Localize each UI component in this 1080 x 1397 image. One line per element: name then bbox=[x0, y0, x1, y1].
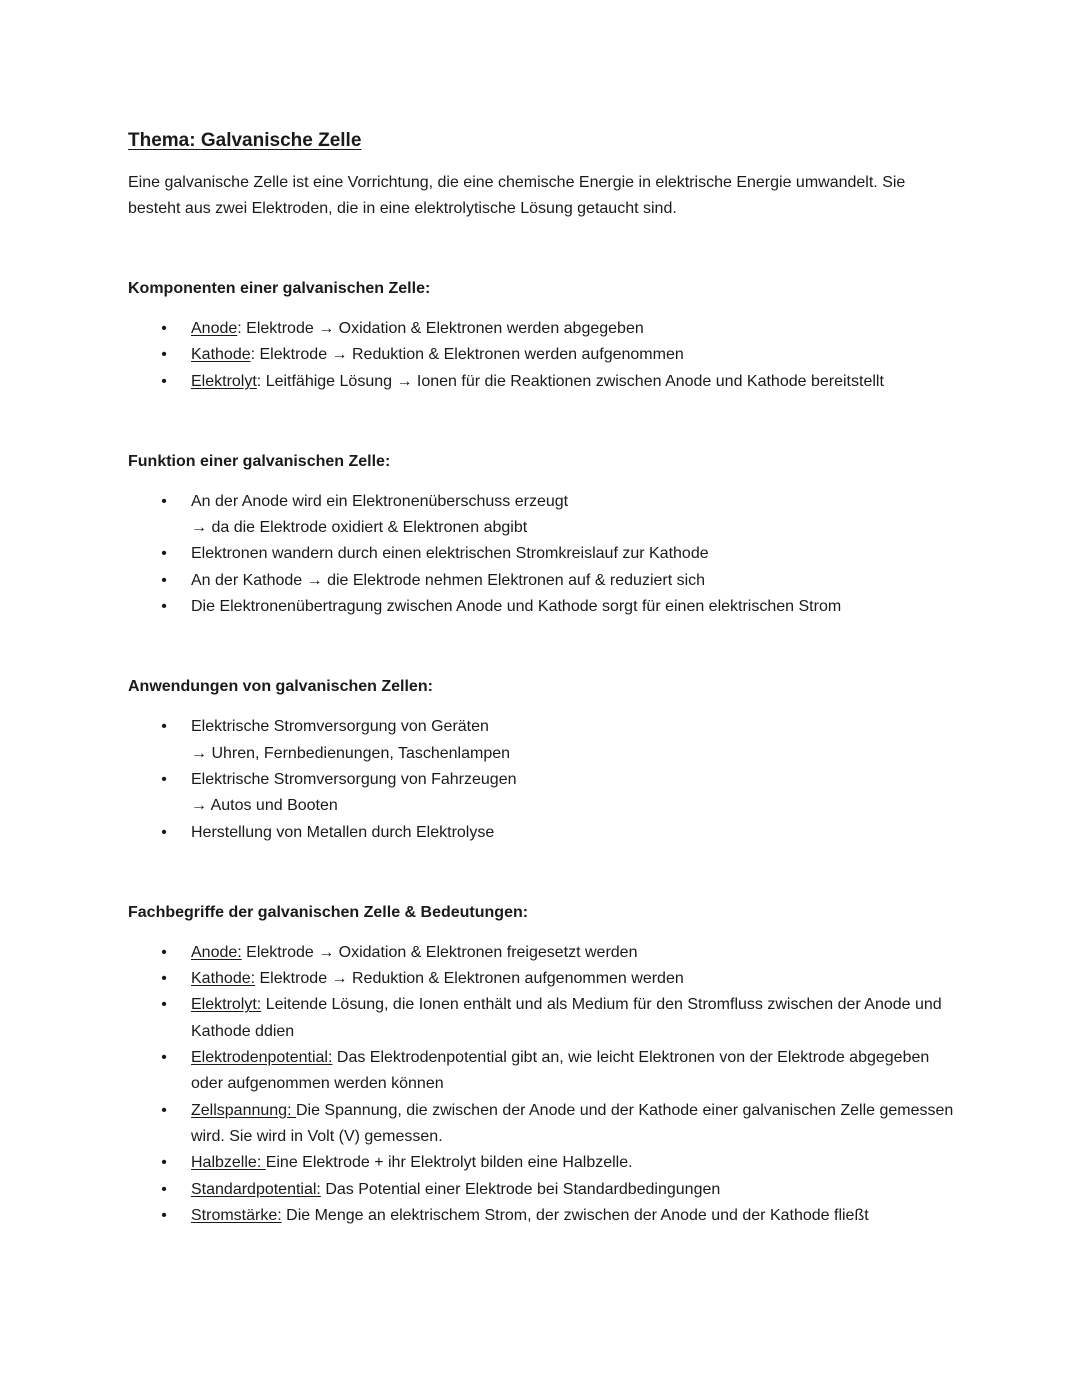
list-item bbox=[128, 1177, 958, 1203]
bullet-icon: • bbox=[161, 492, 167, 510]
list-item bbox=[128, 714, 958, 767]
terms-list bbox=[128, 940, 958, 1229]
bullet-icon: • bbox=[161, 320, 167, 337]
term-label: Anode: bbox=[191, 943, 242, 961]
list-item bbox=[128, 594, 958, 620]
item-subline: → Uhren, Fernbedienungen, Taschenlampen bbox=[191, 744, 511, 762]
term-label: Standardpotential: bbox=[191, 1180, 321, 1198]
list-item bbox=[128, 541, 958, 567]
intro-paragraph: Eine galvanische Zelle ist eine Vorrichtung, die eine chemische Energie in elektrische Energie umwandelt. Sie besteht aus zwei Elektroden, die in eine elektrolytische Lösung getaucht sind. bbox=[128, 174, 906, 217]
item-subline: → da die Elektrode oxidiert & Elektronen abgibt bbox=[191, 519, 528, 537]
document-page bbox=[128, 128, 958, 1229]
title-text: Galvanische Zelle bbox=[200, 130, 362, 151]
list-item bbox=[128, 342, 958, 368]
function-heading: Funktion einer galvanischen Zelle: bbox=[128, 452, 391, 470]
list-item bbox=[128, 940, 958, 966]
bullet-icon: • bbox=[161, 1101, 167, 1119]
item-subline: → Autos und Booten bbox=[191, 797, 338, 815]
terms-heading: Fachbegriffe der galvanischen Zelle & Bedeutungen: bbox=[128, 903, 529, 921]
title-label: Thema: bbox=[128, 130, 196, 151]
components-list bbox=[128, 316, 958, 395]
list-item bbox=[128, 369, 958, 395]
term-label: Elektrolyt bbox=[191, 372, 257, 390]
list-item bbox=[128, 568, 958, 594]
item-text: An der Anode wird ein Elektronenüberschuss erzeugt bbox=[191, 492, 569, 510]
bullet-icon: • bbox=[161, 770, 167, 788]
list-item bbox=[128, 1203, 958, 1229]
bullet-icon: • bbox=[161, 970, 167, 988]
bullet-icon: • bbox=[161, 996, 167, 1014]
item-text: Herstellung von Metallen durch Elektrolyse bbox=[191, 823, 495, 841]
list-item bbox=[128, 1150, 958, 1176]
list-item bbox=[128, 1098, 958, 1151]
bullet-icon: • bbox=[161, 823, 167, 841]
term-label: Stromstärke: bbox=[191, 1206, 282, 1224]
term-label: Kathode: bbox=[191, 970, 256, 988]
item-text: Die Elektronenübertragung zwischen Anode und Kathode sorgt für einen elektrischen Strom bbox=[191, 598, 842, 616]
function-list bbox=[128, 489, 958, 620]
bullet-icon: • bbox=[161, 1206, 167, 1224]
bullet-icon: • bbox=[161, 598, 167, 616]
item-text: Das Potential einer Elektrode bei Standardbedingungen bbox=[320, 1180, 721, 1198]
item-text: Elektronen wandern durch einen elektrischen Stromkreislauf zur Kathode bbox=[191, 545, 709, 563]
item-text: Elektrode → Oxidation & Elektronen freigesetzt werden bbox=[241, 943, 638, 961]
term-label: Elektrodenpotential: bbox=[191, 1049, 333, 1067]
bullet-icon: • bbox=[161, 1180, 167, 1198]
item-text: Die Menge an elektrischem Strom, der zwischen der Anode und der Kathode fließt bbox=[281, 1206, 869, 1224]
list-item bbox=[128, 489, 958, 542]
bullet-icon: • bbox=[161, 545, 167, 563]
item-text: : Elektrode → Oxidation & Elektronen werden abgegeben bbox=[237, 320, 644, 337]
bullet-icon: • bbox=[161, 571, 167, 589]
item-text: : Leitfähige Lösung → Ionen für die Reaktionen zwischen Anode und Kathode bereitstellt bbox=[256, 372, 884, 390]
term-label: Zellspannung: bbox=[191, 1101, 296, 1119]
term-label: Kathode bbox=[191, 346, 251, 364]
bullet-icon: • bbox=[161, 346, 167, 364]
page-title bbox=[128, 128, 958, 154]
item-text: Das Elektrodenpotential gibt an, wie leicht Elektronen von der Elektrode abgegeben oder aufgenommen werden können bbox=[191, 1049, 930, 1093]
list-item bbox=[128, 966, 958, 992]
components-heading: Komponenten einer galvanischen Zelle: bbox=[128, 280, 431, 297]
item-text: Eine Elektrode + ihr Elektrolyt bilden eine Halbzelle. bbox=[265, 1154, 633, 1172]
list-item bbox=[128, 992, 958, 1045]
applications-heading: Anwendungen von galvanischen Zellen: bbox=[128, 678, 433, 696]
item-text: Elektrische Stromversorgung von Fahrzeugen bbox=[191, 770, 517, 788]
item-text: : Elektrode → Reduktion & Elektronen werden aufgenommen bbox=[250, 346, 684, 364]
item-text: Elektrode → Reduktion & Elektronen aufgenommen werden bbox=[255, 970, 684, 988]
term-label: Halbzelle: bbox=[191, 1154, 266, 1172]
item-text: Elektrische Stromversorgung von Geräten bbox=[191, 718, 489, 736]
bullet-icon: • bbox=[161, 943, 167, 961]
item-text: An der Kathode → die Elektrode nehmen Elektronen auf & reduziert sich bbox=[191, 571, 706, 589]
term-label: Anode bbox=[191, 320, 238, 337]
list-item bbox=[128, 820, 958, 846]
item-text: Die Spannung, die zwischen der Anode und der Kathode einer galvanischen Zelle gemessen wird. Sie wird in Volt (V) gemessen. bbox=[191, 1101, 954, 1145]
list-item bbox=[128, 767, 958, 820]
bullet-icon: • bbox=[161, 1049, 167, 1067]
bullet-icon: • bbox=[161, 1154, 167, 1172]
item-text: Leitende Lösung, die Ionen enthält und als Medium für den Stromfluss zwischen der Anode und Kathode ddien bbox=[191, 996, 942, 1040]
applications-list bbox=[128, 714, 958, 845]
list-item bbox=[128, 1045, 958, 1098]
bullet-icon: • bbox=[161, 372, 167, 390]
term-label: Elektrolyt: bbox=[191, 996, 262, 1014]
bullet-icon: • bbox=[161, 718, 167, 736]
list-item bbox=[128, 316, 958, 342]
